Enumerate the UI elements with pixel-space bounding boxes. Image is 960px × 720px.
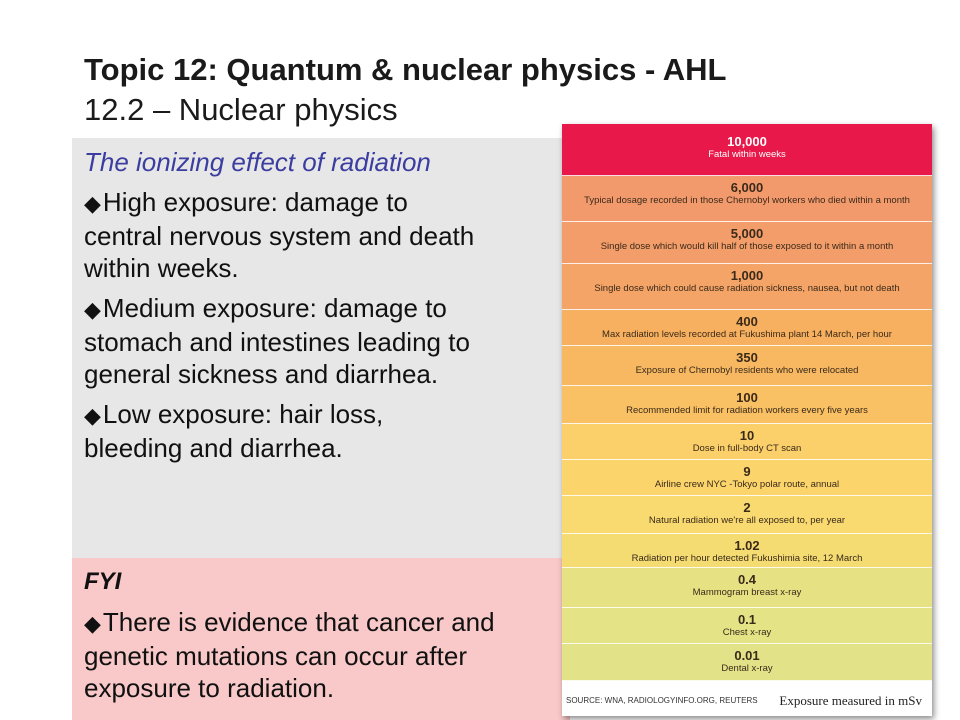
slide-title: Topic 12: Quantum & nuclear physics - AHL [84, 52, 727, 87]
exposure-row [562, 310, 932, 346]
exposure-label: Single dose which could cause radiation sickness, nausea, but not death [594, 283, 900, 294]
chart-footer [562, 687, 932, 716]
exposure-value: 1.02 [734, 538, 760, 553]
exposure-row [562, 424, 932, 460]
exposure-row [562, 386, 932, 424]
exposure-row [562, 124, 932, 176]
exposure-row [562, 608, 932, 644]
ionizing-heading: The ionizing effect of radiation [84, 147, 431, 177]
bullet-text: Low exposure: hair loss, bleeding and diarrhea. [84, 399, 384, 463]
exposure-label: Fatal within weeks [708, 149, 786, 160]
exposure-value: 100 [736, 390, 758, 405]
exposure-label: Typical dosage recorded in those Chernobyl workers who died within a month [584, 195, 910, 206]
bullet-low-exposure [84, 398, 464, 464]
exposure-label: Dental x-ray [721, 663, 773, 674]
exposure-value: 0.1 [737, 612, 757, 627]
exposure-value: 0.01 [734, 648, 760, 663]
exposure-label: Mammogram breast x-ray [692, 587, 802, 598]
bullet-text: High exposure: damage to central nervous system and death within weeks. [84, 187, 475, 283]
title-block [84, 50, 944, 130]
exposure-value: 10 [739, 428, 755, 443]
exposure-value: 400 [736, 314, 758, 329]
exposure-label: Recommended limit for radiation workers every five years [626, 405, 868, 416]
ionizing-text [84, 146, 554, 464]
exposure-label: Dose in full-body CT scan [692, 443, 802, 454]
exposure-value: 1,000 [730, 268, 764, 283]
exposure-row [562, 460, 932, 496]
exposure-value: 9 [743, 464, 751, 479]
exposure-value: 2 [743, 500, 751, 515]
bullet-text: There is evidence that cancer and genetic mutations can occur after exposure to radiation. [84, 607, 495, 703]
exposure-value: 10,000 [727, 134, 767, 149]
exposure-label: Single dose which would kill half of those exposed to it within a month [600, 241, 894, 252]
exposure-label: Chest x-ray [722, 627, 772, 638]
fyi-heading: FYI [84, 568, 122, 595]
bullet-icon: ◆ [84, 297, 101, 322]
exposure-row [562, 346, 932, 386]
exposure-value: 350 [736, 350, 758, 365]
exposure-value: 0.4 [737, 572, 757, 587]
fyi-text [84, 566, 554, 704]
bullet-high-exposure [84, 186, 484, 284]
exposure-row [562, 496, 932, 534]
chart-source: SOURCE: WNA, RADIOLOGYINFO.ORG, REUTERS [566, 696, 758, 705]
exposure-row [562, 176, 932, 222]
slide-subtitle: 12.2 – Nuclear physics [84, 92, 398, 127]
exposure-value: 5,000 [730, 226, 764, 241]
exposure-row [562, 644, 932, 681]
bullet-icon: ◆ [84, 191, 101, 216]
exposure-row [562, 534, 932, 568]
exposure-label: Exposure of Chernobyl residents who were relocated [635, 365, 859, 376]
radiation-exposure-chart [562, 124, 932, 716]
exposure-label: Natural radiation we're all exposed to, per year [648, 515, 846, 526]
exposure-value: 6,000 [730, 180, 764, 195]
bullet-fyi [84, 606, 554, 704]
exposure-row [562, 222, 932, 264]
bullet-icon: ◆ [84, 403, 101, 428]
chart-title: Exposure measured in mSv [779, 693, 922, 708]
bullet-medium-exposure [84, 292, 539, 390]
exposure-label: Radiation per hour detected Fukushimia site, 12 March [631, 553, 863, 564]
bullet-text: Medium exposure: damage to stomach and intestines leading to general sickness and diarrhea. [84, 293, 470, 389]
exposure-row [562, 568, 932, 608]
exposure-row [562, 264, 932, 310]
exposure-label: Max radiation levels recorded at Fukushima plant 14 March, per hour [602, 329, 892, 340]
bullet-icon: ◆ [84, 611, 101, 636]
exposure-label: Airline crew NYC -Tokyo polar route, annual [654, 479, 840, 490]
